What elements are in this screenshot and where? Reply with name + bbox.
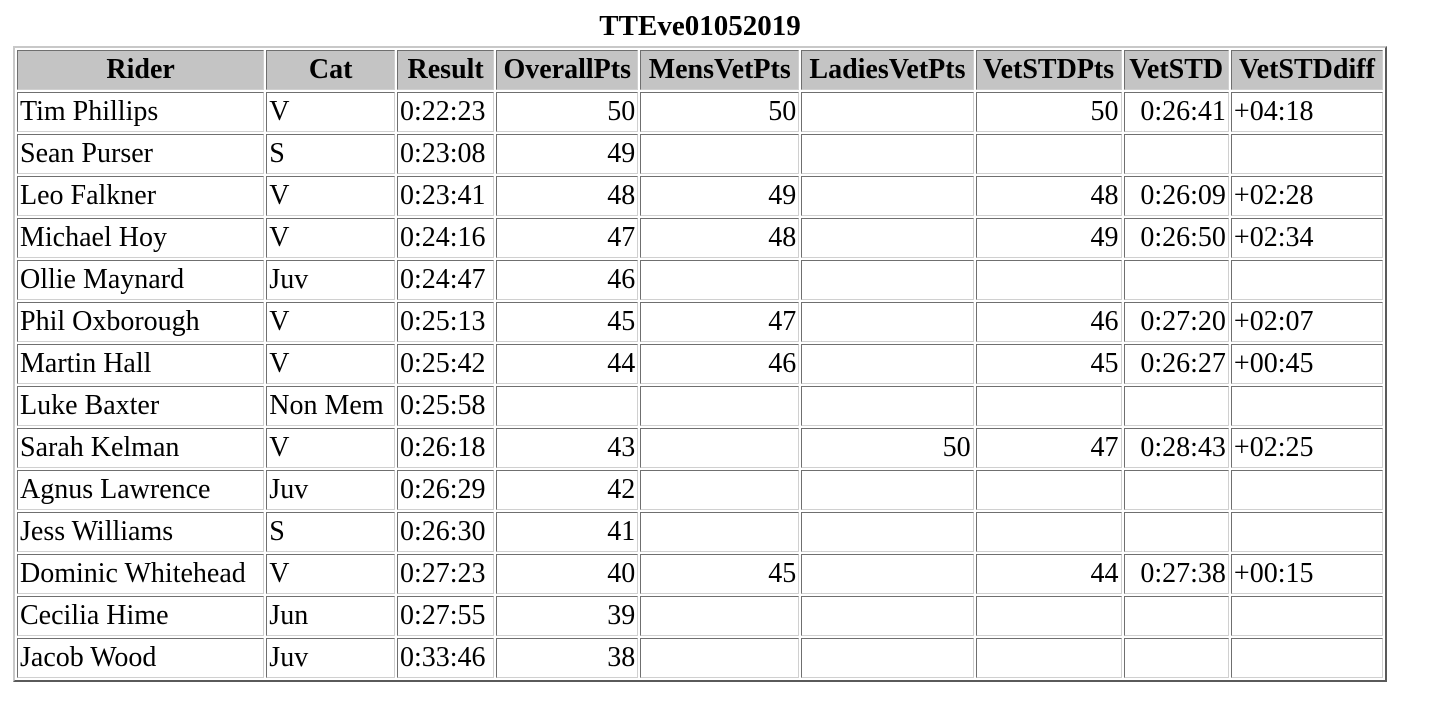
cell-ladies-vet-pts [801,302,973,342]
cell-rider: Luke Baxter [17,386,264,426]
cell-cat: V [266,302,395,342]
cell-vet-std-pts [976,512,1122,552]
cell-cat: S [266,134,395,174]
cell-mens-vet-pts: 49 [640,176,799,216]
column-header-vet-std-pts: VetSTDPts [976,50,1122,90]
cell-result: 0:25:58 [397,386,494,426]
column-header-vet-std: VetSTD [1124,50,1229,90]
cell-ladies-vet-pts [801,218,973,258]
table-row [17,428,1383,468]
cell-vet-std-diff [1231,260,1383,300]
cell-ladies-vet-pts [801,512,973,552]
cell-overall-pts: 49 [496,134,638,174]
cell-ladies-vet-pts [801,134,973,174]
cell-cat: Juv [266,470,395,510]
cell-cat: V [266,176,395,216]
cell-rider: Leo Falkner [17,176,264,216]
cell-result: 0:23:08 [397,134,494,174]
cell-mens-vet-pts [640,260,799,300]
cell-overall-pts: 42 [496,470,638,510]
cell-overall-pts: 39 [496,596,638,636]
cell-mens-vet-pts [640,386,799,426]
cell-result: 0:24:16 [397,218,494,258]
cell-cat: V [266,428,395,468]
header-row [17,50,1383,90]
cell-cat: S [266,512,395,552]
cell-vet-std-pts: 46 [976,302,1122,342]
table-row [17,302,1383,342]
cell-rider: Michael Hoy [17,218,264,258]
table-row [17,92,1383,132]
cell-vet-std-pts [976,596,1122,636]
cell-vet-std [1124,134,1229,174]
cell-mens-vet-pts [640,512,799,552]
cell-overall-pts [496,386,638,426]
cell-cat: Non Mem [266,386,395,426]
cell-vet-std-pts [976,638,1122,678]
cell-vet-std: 0:26:09 [1124,176,1229,216]
cell-vet-std-diff [1231,596,1383,636]
cell-result: 0:26:29 [397,470,494,510]
cell-vet-std-pts [976,470,1122,510]
cell-mens-vet-pts: 48 [640,218,799,258]
cell-vet-std: 0:26:27 [1124,344,1229,384]
column-header-vet-std-diff: VetSTDdiff [1231,50,1383,90]
cell-rider: Cecilia Hime [17,596,264,636]
cell-vet-std [1124,596,1229,636]
cell-rider: Martin Hall [17,344,264,384]
cell-mens-vet-pts: 46 [640,344,799,384]
cell-vet-std-diff [1231,134,1383,174]
cell-vet-std-diff: +00:45 [1231,344,1383,384]
cell-overall-pts: 48 [496,176,638,216]
cell-result: 0:24:47 [397,260,494,300]
table-row [17,344,1383,384]
cell-cat: V [266,554,395,594]
cell-mens-vet-pts: 45 [640,554,799,594]
cell-cat: V [266,92,395,132]
cell-overall-pts: 50 [496,92,638,132]
cell-rider: Jacob Wood [17,638,264,678]
cell-overall-pts: 47 [496,218,638,258]
cell-ladies-vet-pts [801,386,973,426]
cell-rider: Sean Purser [17,134,264,174]
cell-cat: V [266,218,395,258]
cell-vet-std: 0:26:41 [1124,92,1229,132]
cell-rider: Agnus Lawrence [17,470,264,510]
cell-vet-std-diff: +04:18 [1231,92,1383,132]
cell-vet-std [1124,260,1229,300]
cell-mens-vet-pts [640,428,799,468]
cell-vet-std [1124,470,1229,510]
cell-overall-pts: 41 [496,512,638,552]
cell-rider: Phil Oxborough [17,302,264,342]
cell-mens-vet-pts [640,134,799,174]
cell-ladies-vet-pts [801,176,973,216]
cell-mens-vet-pts [640,638,799,678]
cell-cat: V [266,344,395,384]
cell-vet-std: 0:27:20 [1124,302,1229,342]
cell-vet-std-pts: 45 [976,344,1122,384]
column-header-ladies-vet-pts: LadiesVetPts [801,50,973,90]
cell-vet-std: 0:27:38 [1124,554,1229,594]
cell-rider: Dominic Whitehead [17,554,264,594]
cell-rider: Sarah Kelman [17,428,264,468]
cell-vet-std-pts: 49 [976,218,1122,258]
cell-ladies-vet-pts [801,344,973,384]
cell-vet-std-diff [1231,470,1383,510]
cell-vet-std-pts: 48 [976,176,1122,216]
cell-rider: Tim Phillips [17,92,264,132]
cell-ladies-vet-pts [801,554,973,594]
cell-overall-pts: 38 [496,638,638,678]
cell-vet-std [1124,386,1229,426]
cell-vet-std-diff: +02:07 [1231,302,1383,342]
cell-vet-std-diff: +02:34 [1231,218,1383,258]
cell-mens-vet-pts [640,596,799,636]
cell-result: 0:26:18 [397,428,494,468]
cell-vet-std-pts [976,386,1122,426]
table-row [17,596,1383,636]
cell-overall-pts: 43 [496,428,638,468]
cell-overall-pts: 46 [496,260,638,300]
column-header-result: Result [397,50,494,90]
table-row [17,386,1383,426]
cell-overall-pts: 44 [496,344,638,384]
column-header-cat: Cat [266,50,395,90]
cell-vet-std-pts [976,260,1122,300]
cell-rider: Ollie Maynard [17,260,264,300]
cell-rider: Jess Williams [17,512,264,552]
cell-ladies-vet-pts [801,92,973,132]
cell-vet-std-pts: 44 [976,554,1122,594]
table-title: TTEve01052019 [599,10,801,42]
cell-vet-std-diff: +00:15 [1231,554,1383,594]
cell-cat: Juv [266,260,395,300]
cell-result: 0:27:55 [397,596,494,636]
cell-vet-std-diff [1231,512,1383,552]
cell-vet-std-pts [976,134,1122,174]
cell-mens-vet-pts [640,470,799,510]
cell-ladies-vet-pts: 50 [801,428,973,468]
cell-vet-std-pts: 50 [976,92,1122,132]
cell-result: 0:25:42 [397,344,494,384]
cell-ladies-vet-pts [801,470,973,510]
results-page [13,6,1387,682]
cell-overall-pts: 40 [496,554,638,594]
table-row [17,134,1383,174]
cell-result: 0:33:46 [397,638,494,678]
cell-vet-std-diff [1231,638,1383,678]
cell-vet-std [1124,638,1229,678]
table-row [17,554,1383,594]
table-row [17,260,1383,300]
cell-cat: Juv [266,638,395,678]
cell-result: 0:27:23 [397,554,494,594]
cell-vet-std: 0:26:50 [1124,218,1229,258]
table-body [17,92,1383,678]
column-header-overall-pts: OverallPts [496,50,638,90]
table-row [17,218,1383,258]
table-row [17,512,1383,552]
table-row [17,638,1383,678]
cell-result: 0:23:41 [397,176,494,216]
cell-result: 0:22:23 [397,92,494,132]
cell-overall-pts: 45 [496,302,638,342]
cell-result: 0:25:13 [397,302,494,342]
cell-ladies-vet-pts [801,596,973,636]
cell-vet-std-pts: 47 [976,428,1122,468]
cell-cat: Jun [266,596,395,636]
cell-mens-vet-pts: 47 [640,302,799,342]
results-table [13,46,1387,682]
cell-result: 0:26:30 [397,512,494,552]
cell-vet-std [1124,512,1229,552]
cell-mens-vet-pts: 50 [640,92,799,132]
cell-vet-std-diff: +02:25 [1231,428,1383,468]
cell-vet-std: 0:28:43 [1124,428,1229,468]
table-row [17,470,1383,510]
cell-ladies-vet-pts [801,260,973,300]
column-header-mens-vet-pts: MensVetPts [640,50,799,90]
table-row [17,176,1383,216]
cell-vet-std-diff: +02:28 [1231,176,1383,216]
cell-vet-std-diff [1231,386,1383,426]
column-header-rider: Rider [17,50,264,90]
cell-ladies-vet-pts [801,638,973,678]
